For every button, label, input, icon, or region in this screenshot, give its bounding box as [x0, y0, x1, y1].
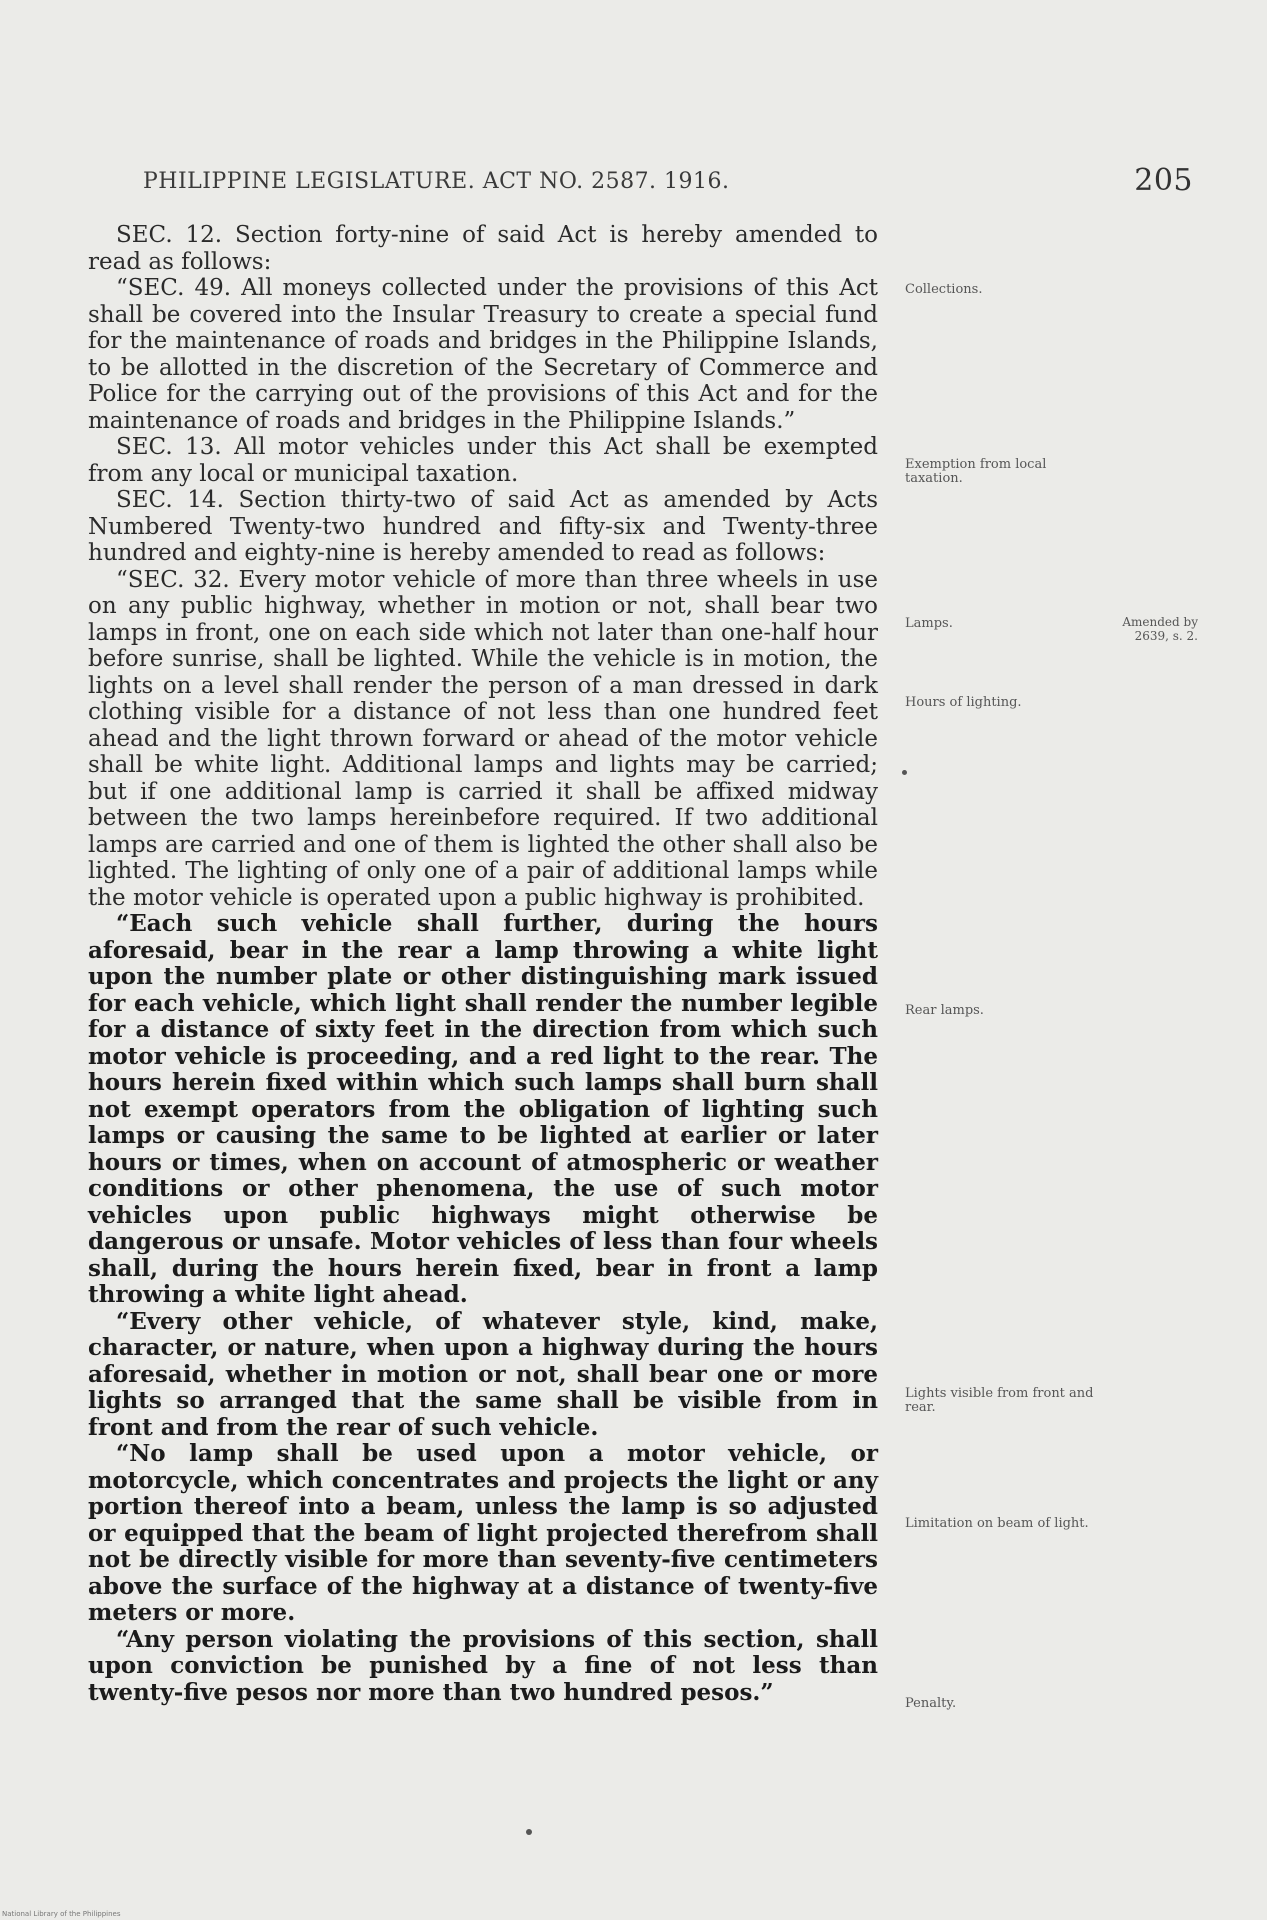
body-text	[88, 222, 878, 1706]
paragraph-sec-49: “SEC. 49. All moneys collected under the provisions of this Act shall be covered into the Insular Treasury to create a special fund for the maintenance of roads and bridges in the Philippine Islands, to be allotted in the discretion of the Secretary of Commerce and Police for the carrying out of the provisions of this Act and for the maintenance of roads and bridges in the Philippine Islands.”	[88, 275, 878, 434]
running-title: PHILIPPINE LEGISLATURE. ACT NO. 2587. 1916.	[143, 169, 730, 194]
paragraph-beam: “No lamp shall be used upon a motor vehicle, or motorcycle, which concentrates and projects the light or any portion thereof into a beam, unless the lamp is so adjusted or equipped that the beam of light projected therefrom shall not be directly visible for more than seventy-five centimeters above the surface of the highway at a distance of twenty-five meters or more.	[88, 1440, 878, 1626]
margin-note-penalty: Penalty.	[905, 1696, 957, 1711]
footer-credit: National Library of the Philippines	[2, 1910, 121, 1918]
paragraph-penalty: “Any person violating the provisions of this section, shall upon conviction be punished by a fine of not less than twenty-five pesos nor more than two hundred pesos.”	[88, 1625, 878, 1706]
margin-note-hours: Hours of lighting.	[905, 695, 1022, 710]
page-speck	[526, 1829, 532, 1835]
paragraph-sec-12: SEC. 12. Section forty-nine of said Act is hereby amended to read as follows:	[88, 222, 878, 275]
paragraph-rear-lamps: “Each such vehicle shall further, during the hours aforesaid, bear in the rear a lamp throwing a white light upon the number plate or other distinguishing mark issued for each vehicle, which light shall render the number legible for a distance of sixty feet in the direction from which such motor vehicle is proceeding, and a red light to the rear. The hours herein fixed within which such lamps shall burn shall not exempt operators from the obligation of lighting such lamps or causing the same to be lighted at earlier or later hours or times, when on account of atmospheric or weather conditions or other phenomena, the use of such motor vehicles upon public highways might otherwise be dangerous or unsafe. Motor vehicles of less than four wheels shall, during the hours herein fixed, bear in front a lamp throwing a white light ahead.	[88, 910, 878, 1308]
page-speck	[902, 770, 907, 775]
margin-note-collections: Collections.	[905, 282, 983, 297]
margin-note-exemption: Exemption from local taxation.	[905, 457, 1047, 486]
margin-note-lights-visible: Lights visible from front and rear.	[905, 1386, 1094, 1415]
paragraph-sec-32: “SEC. 32. Every motor vehicle of more than three wheels in use on any public highway, whether in motion or not, shall bear two lamps in front, one on each side which not later than one-half hour before sunrise, shall be lighted. While the vehicle is in motion, the lights on a level shall render the person of a man dressed in dark clothing visible for a distance of not less than one hundred feet ahead and the light thrown forward or ahead of the motor vehicle shall be white light. Additional lamps and lights may be carried; but if one additional lamp is carried it shall be affixed midway between the two lamps hereinbefore required. If two additional lamps are carried and one of them is lighted the other shall also be lighted. The lighting of only one of a pair of additional lamps while the motor vehicle is operated upon a public highway is prohibited.	[88, 566, 878, 911]
page-header	[143, 163, 1193, 203]
paragraph-sec-14: SEC. 14. Section thirty-two of said Act as amended by Acts Numbered Twenty-two hundred and fifty-six and Twenty-three hundred and eighty-nine is hereby amended to read as follows:	[88, 487, 878, 566]
margin-note-rear-lamps: Rear lamps.	[905, 1003, 984, 1018]
page-number: 205	[1134, 163, 1193, 198]
paragraph-other-vehicles: “Every other vehicle, of whatever style, kind, make, character, or nature, when upon a highway during the hours aforesaid, whether in motion or not, shall bear one or more lights so arranged that the same shall be visible from in front and from the rear of such vehicle.	[88, 1307, 878, 1441]
margin-note-amended: Amended by 2639, s. 2.	[1122, 615, 1198, 643]
margin-note-lamps: Lamps.	[905, 616, 953, 631]
margin-note-limitation: Limitation on beam of light.	[905, 1516, 1089, 1531]
paragraph-sec-13: SEC. 13. All motor vehicles under this Act shall be exempted from any local or municipal taxation.	[88, 434, 878, 487]
